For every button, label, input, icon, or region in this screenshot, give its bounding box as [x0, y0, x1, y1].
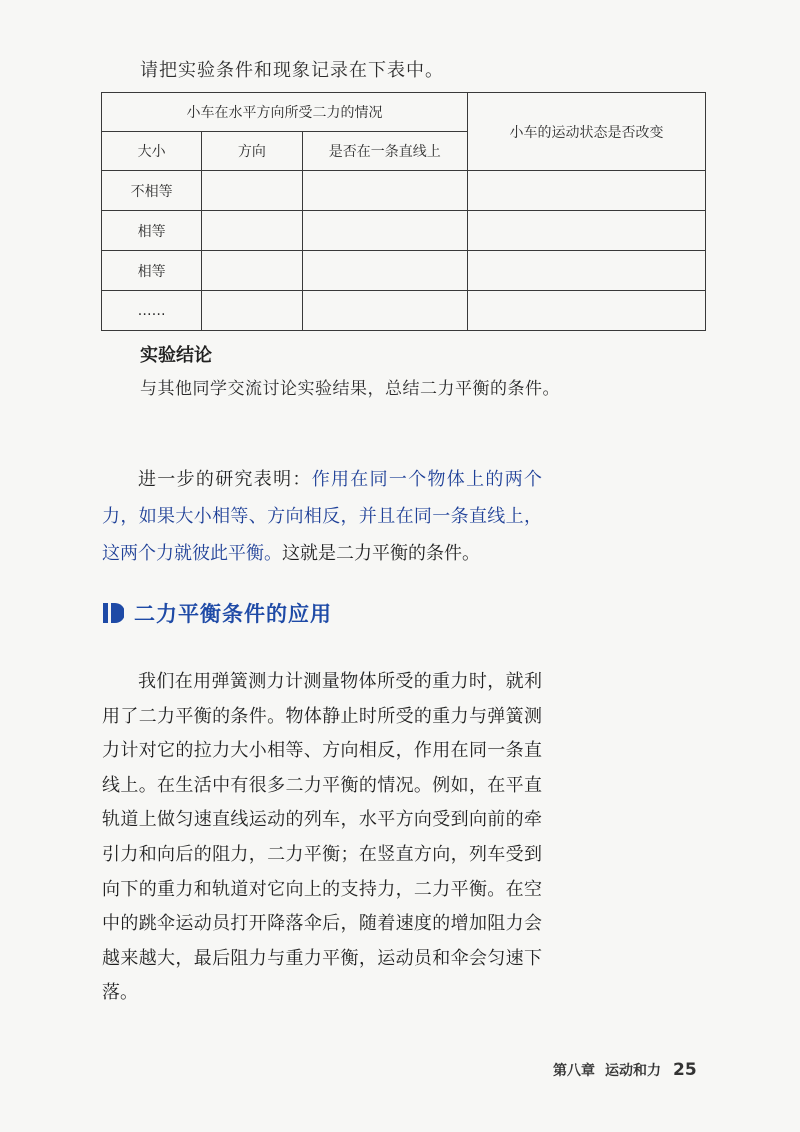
research-paragraph	[102, 461, 542, 572]
empty-cell	[302, 251, 468, 291]
research-tail: 这就是二力平衡的条件。	[282, 543, 480, 564]
footer-chapter: 第八章	[553, 1063, 595, 1079]
section-title: 二力平衡条件的应用	[134, 602, 332, 626]
research-lead: 进一步的研究表明：	[138, 469, 312, 490]
row-label: 相等	[102, 211, 202, 251]
conclusion-text: 与其他同学交流讨论实验结果，总结二力平衡的条件。	[140, 379, 560, 399]
header-direction: 方向	[202, 132, 302, 171]
header-size: 大小	[102, 132, 202, 171]
application-text: 我们在用弹簧测力计测量物体所受的重力时，就利用了二力平衡的条件。物体静止时所受的重力与弹簧测力计对它的拉力大小相等、方向相反，作用在同一条直线上。在生活中有很多二力平衡的情况。例如，在平直轨道上做匀速直线运动的列车，水平方向受到向前的牵引力和向后的阻力，二力平衡；在竖直方向，列车受到向下的重力和轨道对它向上的支持力，二力平衡。在空中的跳伞运动员打开降落伞后，随着速度的增加阻力会越来越大，最后阻力与重力平衡，运动员和伞会匀速下落。	[102, 671, 542, 1004]
page-number: 25	[673, 1060, 697, 1080]
table-intro: 请把实验条件和现象记录在下表中。	[140, 60, 444, 81]
group-header-cell: 小车在水平方向所受二力的情况	[102, 93, 468, 132]
record-table	[101, 92, 706, 331]
empty-cell	[302, 211, 468, 251]
application-paragraph	[102, 665, 542, 1011]
table-row	[102, 291, 706, 331]
empty-cell	[302, 291, 468, 331]
table-row	[102, 211, 706, 251]
row-label: 相等	[102, 251, 202, 291]
conclusion-title: 实验结论	[140, 345, 212, 366]
empty-cell	[468, 211, 706, 251]
empty-cell	[468, 291, 706, 331]
empty-cell	[202, 171, 302, 211]
page-footer	[553, 1060, 697, 1080]
header-same-line: 是否在一条直线上	[302, 132, 468, 171]
empty-cell	[302, 171, 468, 211]
footer-chapter-title: 运动和力	[605, 1063, 661, 1079]
empty-cell	[468, 171, 706, 211]
research-highlight: 作用在同一个物体上的两个力，如果大小相等、方向相反，并且在同一条直线上，这两个力就彼此平衡。	[102, 469, 543, 564]
row-label: 不相等	[102, 171, 202, 211]
table-row	[102, 251, 706, 291]
result-header-cell: 小车的运动状态是否改变	[468, 93, 706, 171]
table-row	[102, 171, 706, 211]
row-label: ……	[102, 291, 202, 331]
empty-cell	[202, 251, 302, 291]
empty-cell	[202, 291, 302, 331]
section-heading	[102, 598, 332, 628]
empty-cell	[202, 211, 302, 251]
empty-cell	[468, 251, 706, 291]
section-marker-icon	[102, 601, 124, 625]
